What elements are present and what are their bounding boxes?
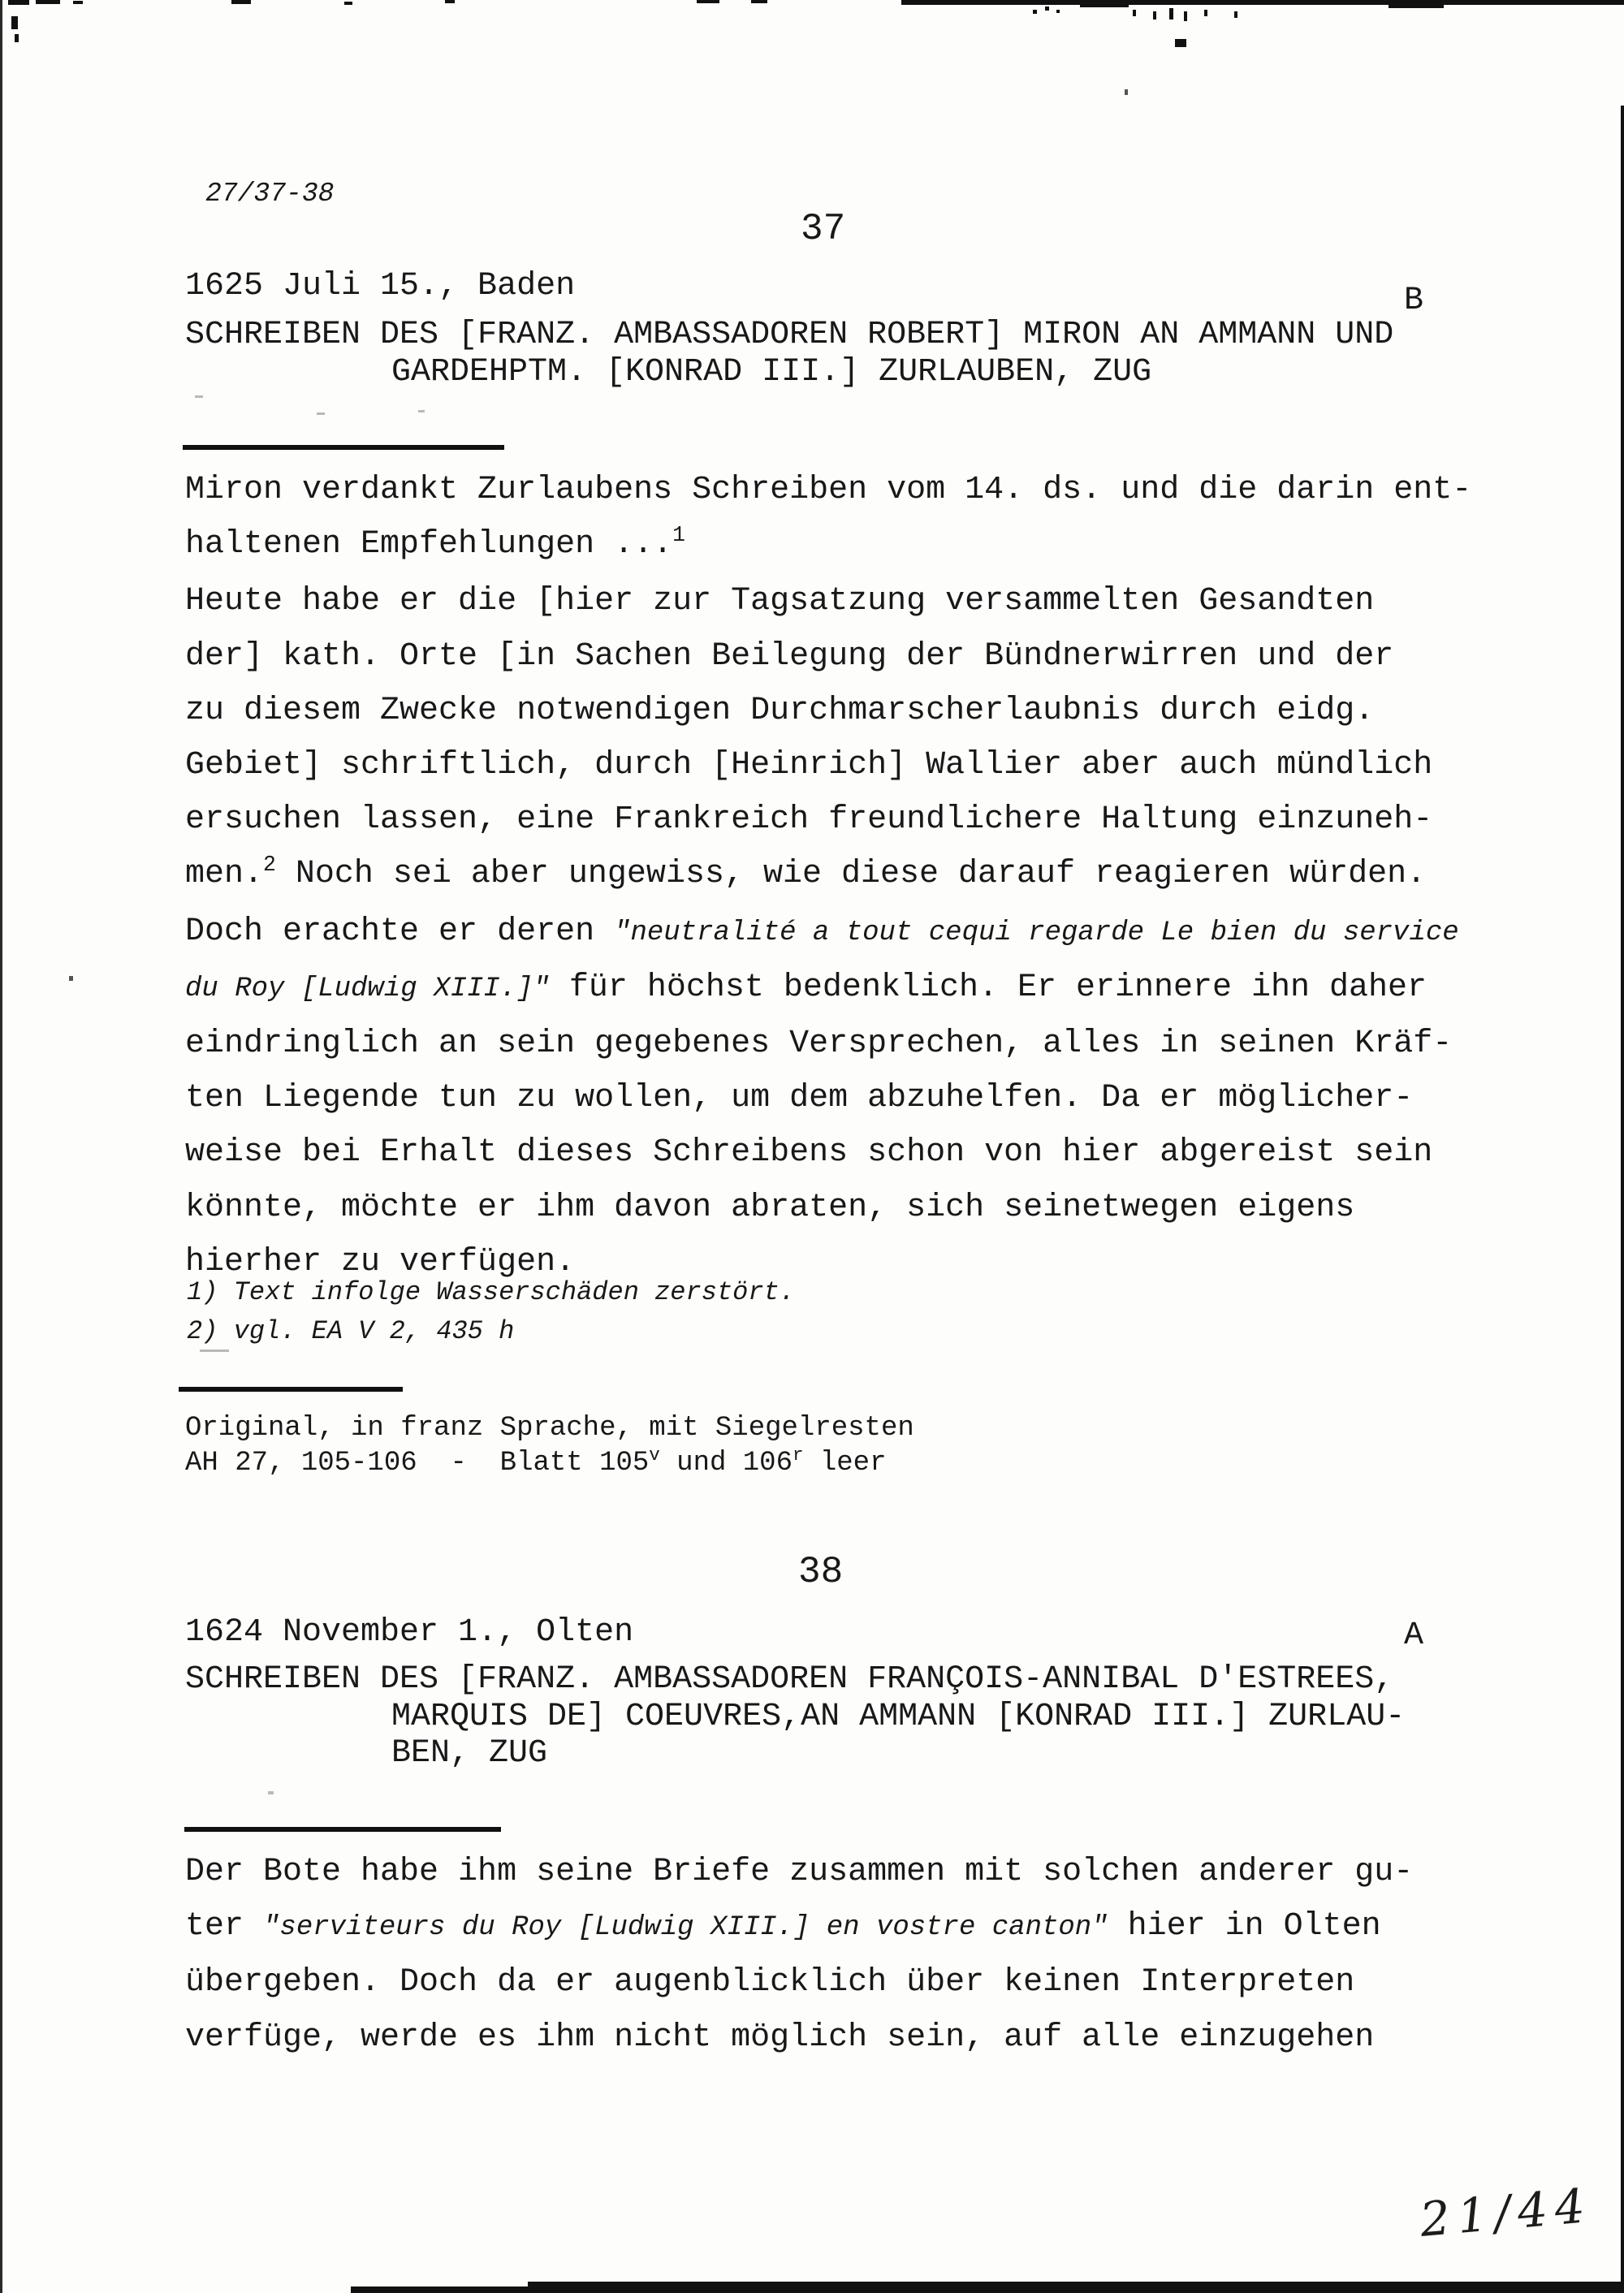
text-line: BEN, ZUG — [391, 1735, 548, 1772]
scan-artifact — [268, 1791, 274, 1794]
archive-reference: 27/37-38 — [205, 179, 335, 209]
entry-37-date-place: 1625 Juli 15., Baden — [185, 268, 576, 304]
scan-artifact — [751, 0, 767, 3]
text-line: SCHREIBEN DES [FRANZ. AMBASSADOREN FRANÇOIS-ANNIBAL D'ESTREES, — [185, 1661, 1394, 1698]
text-line: könnte, möchte er ihm davon abraten, sich seinetwegen eigens — [185, 1189, 1355, 1226]
scan-artifact — [1169, 8, 1173, 19]
text-line: Doch erachte er deren "neutralité a tout cequi regarde Le bien du service — [185, 913, 1459, 950]
scan-artifact — [1133, 10, 1136, 16]
text-line: Heute habe er die [hier zur Tagsatzung versammelten Gesandten — [185, 583, 1375, 620]
scan-artifact — [1080, 0, 1129, 7]
text-line: 2) vgl. EA V 2, 435 h — [187, 1316, 515, 1346]
text-line: ten Liegende tun zu wollen, um dem abzuhelfen. Da er möglicher- — [185, 1080, 1414, 1117]
entry-38-title — [185, 1661, 1405, 1773]
scan-artifact — [231, 0, 251, 4]
text-line: Der Bote habe ihm seine Briefe zusammen mit solchen anderer gu- — [185, 1854, 1414, 1890]
text-line: hierher zu verfügen. — [185, 1243, 576, 1280]
text-line: verfüge, werde es ihm nicht möglich sein, auf alle einzugehen — [185, 2019, 1375, 2056]
scan-artifact — [8, 0, 29, 5]
scan-artifact — [1033, 10, 1037, 14]
entry-37-number: 37 — [801, 208, 846, 250]
entry-37-divider — [183, 445, 504, 450]
scan-artifact — [1204, 10, 1207, 16]
text-line: 1) Text infolge Wasserschäden zerstört. — [187, 1277, 795, 1307]
scan-artifact — [344, 2, 352, 5]
scan-artifact — [528, 2282, 1624, 2293]
scan-artifact — [195, 395, 203, 398]
scan-artifact — [1125, 89, 1128, 95]
handwritten-page-note: 21/44 — [1418, 2177, 1595, 2248]
text-line: zu diesem Zwecke notwendigen Durchmarscherlaubnis durch eidg. — [185, 692, 1375, 729]
scan-artifact — [1175, 39, 1186, 47]
scan-artifact — [697, 0, 719, 3]
scan-artifact — [1184, 11, 1187, 21]
scan-artifact — [445, 0, 455, 3]
entry-38-date-place: 1624 November 1., Olten — [185, 1614, 634, 1651]
text-line: weise bei Erhalt dieses Schreibens schon von hier abgereist sein — [185, 1134, 1433, 1172]
scan-artifact — [36, 0, 60, 4]
scan-artifact — [1621, 106, 1624, 2293]
scan-artifact — [11, 16, 18, 29]
text-line: AH 27, 105-106 - Blatt 105$^v$ und 106$^r$ leer — [185, 1444, 887, 1479]
text-line: Miron verdankt Zurlaubens Schreiben vom 14. ds. und die darin ent- — [185, 472, 1472, 508]
scan-artifact — [1234, 11, 1237, 18]
entry-37-footnotes — [187, 1273, 795, 1351]
scan-artifact — [418, 410, 425, 412]
entry-37-title — [185, 317, 1393, 391]
entry-37-provenance-divider — [179, 1387, 403, 1392]
text-line: übergeben. Doch da er augenblicklich über keinen Interpreten — [185, 1964, 1355, 2002]
scan-artifact — [69, 976, 73, 981]
scan-artifact — [15, 34, 19, 42]
text-line: men.$^2$ Noch sei aber ungewiss, wie diese darauf reagieren würden. — [185, 852, 1427, 893]
scan-artifact — [1389, 0, 1444, 8]
text-line: eindringlich an sein gegebenes Versprechen, alles in seinen Kräf- — [185, 1026, 1453, 1063]
entry-38-letter-mark: A — [1404, 1617, 1424, 1654]
text-line: GARDEHPTM. [KONRAD III.] ZURLAUBEN, ZUG — [391, 353, 1152, 391]
text-line: Gebiet] schriftlich, durch [Heinrich] Wallier aber auch mündlich — [185, 747, 1433, 784]
text-line: du Roy [Ludwig XIII.]" für höchst bedenklich. Er erinnere ihn daher — [185, 969, 1427, 1006]
scan-artifact — [1153, 11, 1156, 19]
text-line: Original, in franz Sprache, mit Siegelresten — [185, 1413, 914, 1444]
entry-37-letter-mark: B — [1404, 283, 1424, 319]
entry-38-number: 38 — [798, 1551, 844, 1593]
text-line: haltenen Empfehlungen ...$^1$ — [185, 522, 685, 564]
text-line: ter "serviteurs du Roy [Ludwig XIII.] en vostre canton" hier in Olten — [185, 1908, 1381, 1945]
entry-37-provenance — [185, 1411, 914, 1483]
scan-artifact — [1045, 6, 1049, 11]
entry-38-divider — [184, 1827, 501, 1832]
scan-artifact — [901, 0, 1624, 5]
text-line: der] kath. Orte [in Sachen Beilegung der Bündnerwirren und der — [185, 637, 1394, 675]
text-line: MARQUIS DE] COEUVRES,AN AMMANN [KONRAD III.] ZURLAU- — [391, 1698, 1406, 1735]
scan-artifact — [73, 1, 83, 4]
entry-37-body — [185, 463, 1471, 1289]
scan-artifact — [1056, 10, 1060, 13]
entry-38-body — [185, 1845, 1413, 2065]
scan-artifact — [0, 0, 2, 2293]
scan-artifact — [351, 2287, 528, 2293]
text-line: SCHREIBEN DES [FRANZ. AMBASSADOREN ROBERT] MIRON AN AMMANN UND — [185, 317, 1394, 353]
text-line: ersuchen lassen, eine Frankreich freundlichere Haltung einzuneh- — [185, 801, 1433, 839]
scan-artifact — [317, 412, 325, 415]
